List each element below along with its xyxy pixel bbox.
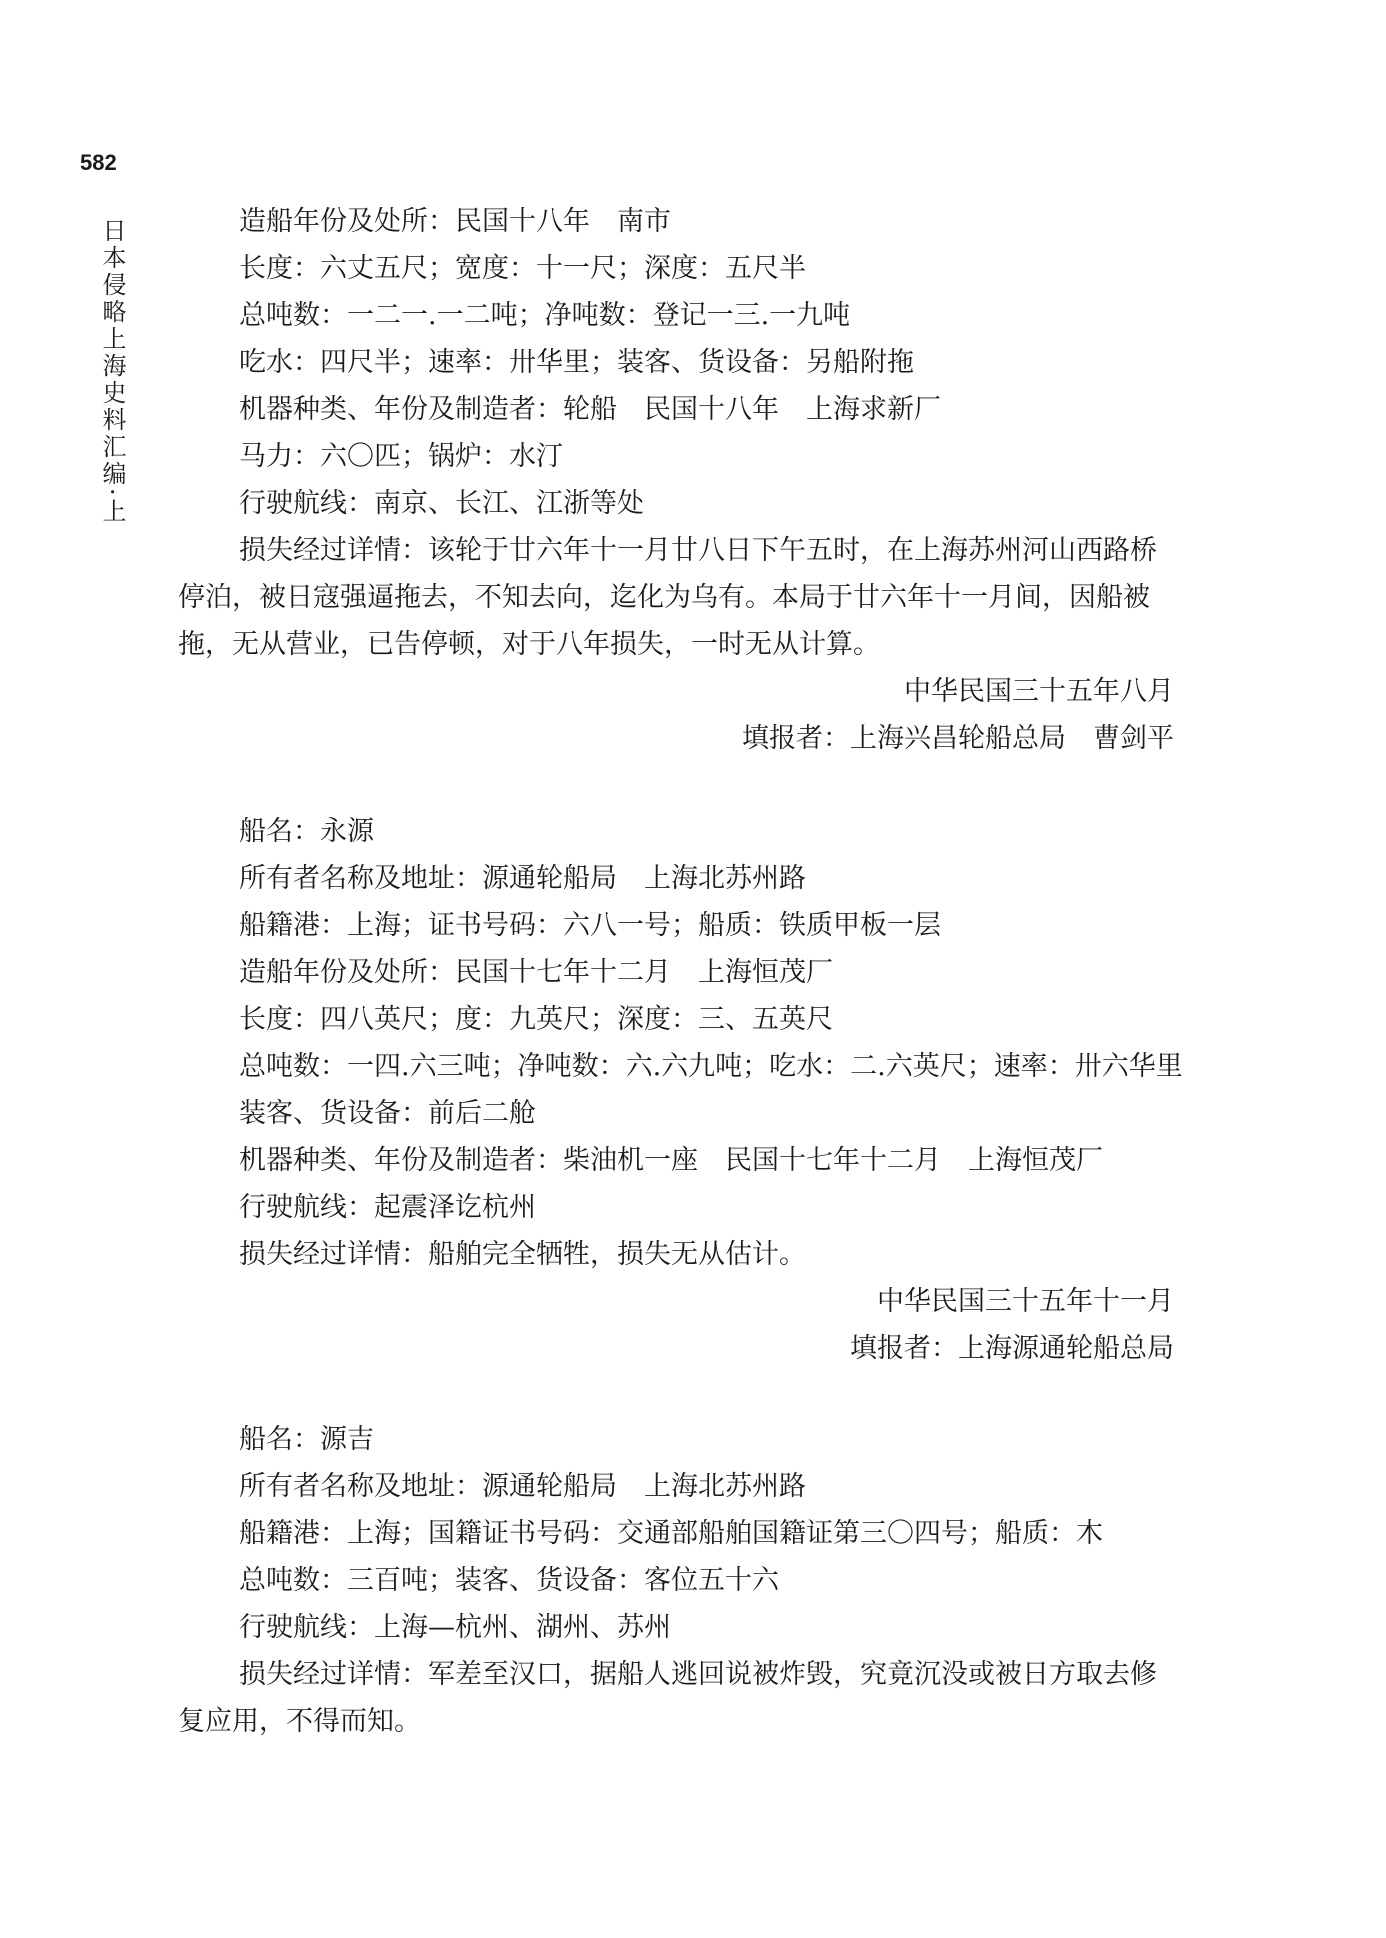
record-2-ship-name: 船名：永源	[239, 816, 374, 847]
page-number: 582	[80, 150, 117, 175]
record-2-tonnage: 总吨数：一四.六三吨；净吨数：六.六九吨；吃水：二.六英尺；速率：卅六华里	[239, 1051, 1183, 1082]
record-2-date: 中华民国三十五年十一月	[877, 1286, 1174, 1317]
record-1-route: 行驶航线：南京、长江、江浙等处	[239, 488, 644, 519]
section-gap	[178, 1372, 1194, 1416]
record-3-ship-name: 船名：源吉	[239, 1424, 374, 1455]
record-1-loss-line: 损失经过详情：该轮于廿六年十一月廿八日下午五时，在上海苏州河山西路桥	[239, 535, 1157, 566]
record-1-dimensions: 长度：六丈五尺；宽度：十一尺；深度：五尺半	[239, 253, 806, 284]
running-head: 日本侵略上海史料汇编·上	[98, 218, 126, 526]
record-1-horsepower: 马力：六〇匹；锅炉：水汀	[239, 441, 563, 472]
record-3-loss-line: 损失经过详情：军差至汉口，据船人逃回说被炸毁，究竟沉没或被日方取去修	[239, 1659, 1157, 1690]
record-3-route: 行驶航线：上海—杭州、湖州、苏州	[239, 1612, 671, 1643]
record-2-cargo: 装客、货设备：前后二舱	[239, 1098, 536, 1129]
record-1-reporter: 填报者：上海兴昌轮船总局 曹剑平	[742, 723, 1174, 754]
record-1	[178, 198, 1194, 762]
record-1-loss-line: 停泊，被日寇强逼拖去，不知去向，迄化为乌有。本局于廿六年十一月间，因船被	[178, 582, 1150, 613]
record-1-draft-speed: 吃水：四尺半；速率：卅华里；装客、货设备：另船附拖	[239, 347, 914, 378]
record-3-loss-line: 复应用，不得而知。	[178, 1706, 421, 1737]
record-2-owner: 所有者名称及地址：源通轮船局 上海北苏州路	[239, 863, 806, 894]
record-2	[178, 808, 1194, 1372]
record-1-machinery: 机器种类、年份及制造者：轮船 民国十八年 上海求新厂	[239, 394, 941, 425]
record-1-loss-line: 拖，无从营业，已告停顿，对于八年损失，一时无从计算。	[178, 629, 880, 660]
record-3-tonnage: 总吨数：三百吨；装客、货设备：客位五十六	[239, 1565, 779, 1596]
record-3-owner: 所有者名称及地址：源通轮船局 上海北苏州路	[239, 1471, 806, 1502]
record-2-dimensions: 长度：四八英尺；度：九英尺；深度：三、五英尺	[239, 1004, 833, 1035]
record-2-loss: 损失经过详情：船舶完全牺牲，损失无从估计。	[239, 1239, 806, 1270]
section-gap	[178, 762, 1194, 808]
record-2-build-info: 造船年份及处所：民国十七年十二月 上海恒茂厂	[239, 957, 833, 988]
record-2-machinery: 机器种类、年份及制造者：柴油机一座 民国十七年十二月 上海恒茂厂	[239, 1145, 1103, 1176]
record-3	[178, 1416, 1194, 1745]
record-3-registry: 船籍港：上海；国籍证书号码：交通部船舶国籍证第三〇四号；船质：木	[239, 1518, 1103, 1549]
record-1-date: 中华民国三十五年八月	[904, 676, 1174, 707]
record-1-tonnage: 总吨数：一二一.一二吨；净吨数：登记一三.一九吨	[239, 300, 851, 331]
record-2-reporter: 填报者：上海源通轮船总局	[850, 1333, 1174, 1364]
record-1-build-info: 造船年份及处所：民国十八年 南市	[239, 206, 671, 237]
document-body	[178, 198, 1194, 1745]
record-2-route: 行驶航线：起震泽讫杭州	[239, 1192, 536, 1223]
record-2-registry: 船籍港：上海；证书号码：六八一号；船质：铁质甲板一层	[239, 910, 941, 941]
